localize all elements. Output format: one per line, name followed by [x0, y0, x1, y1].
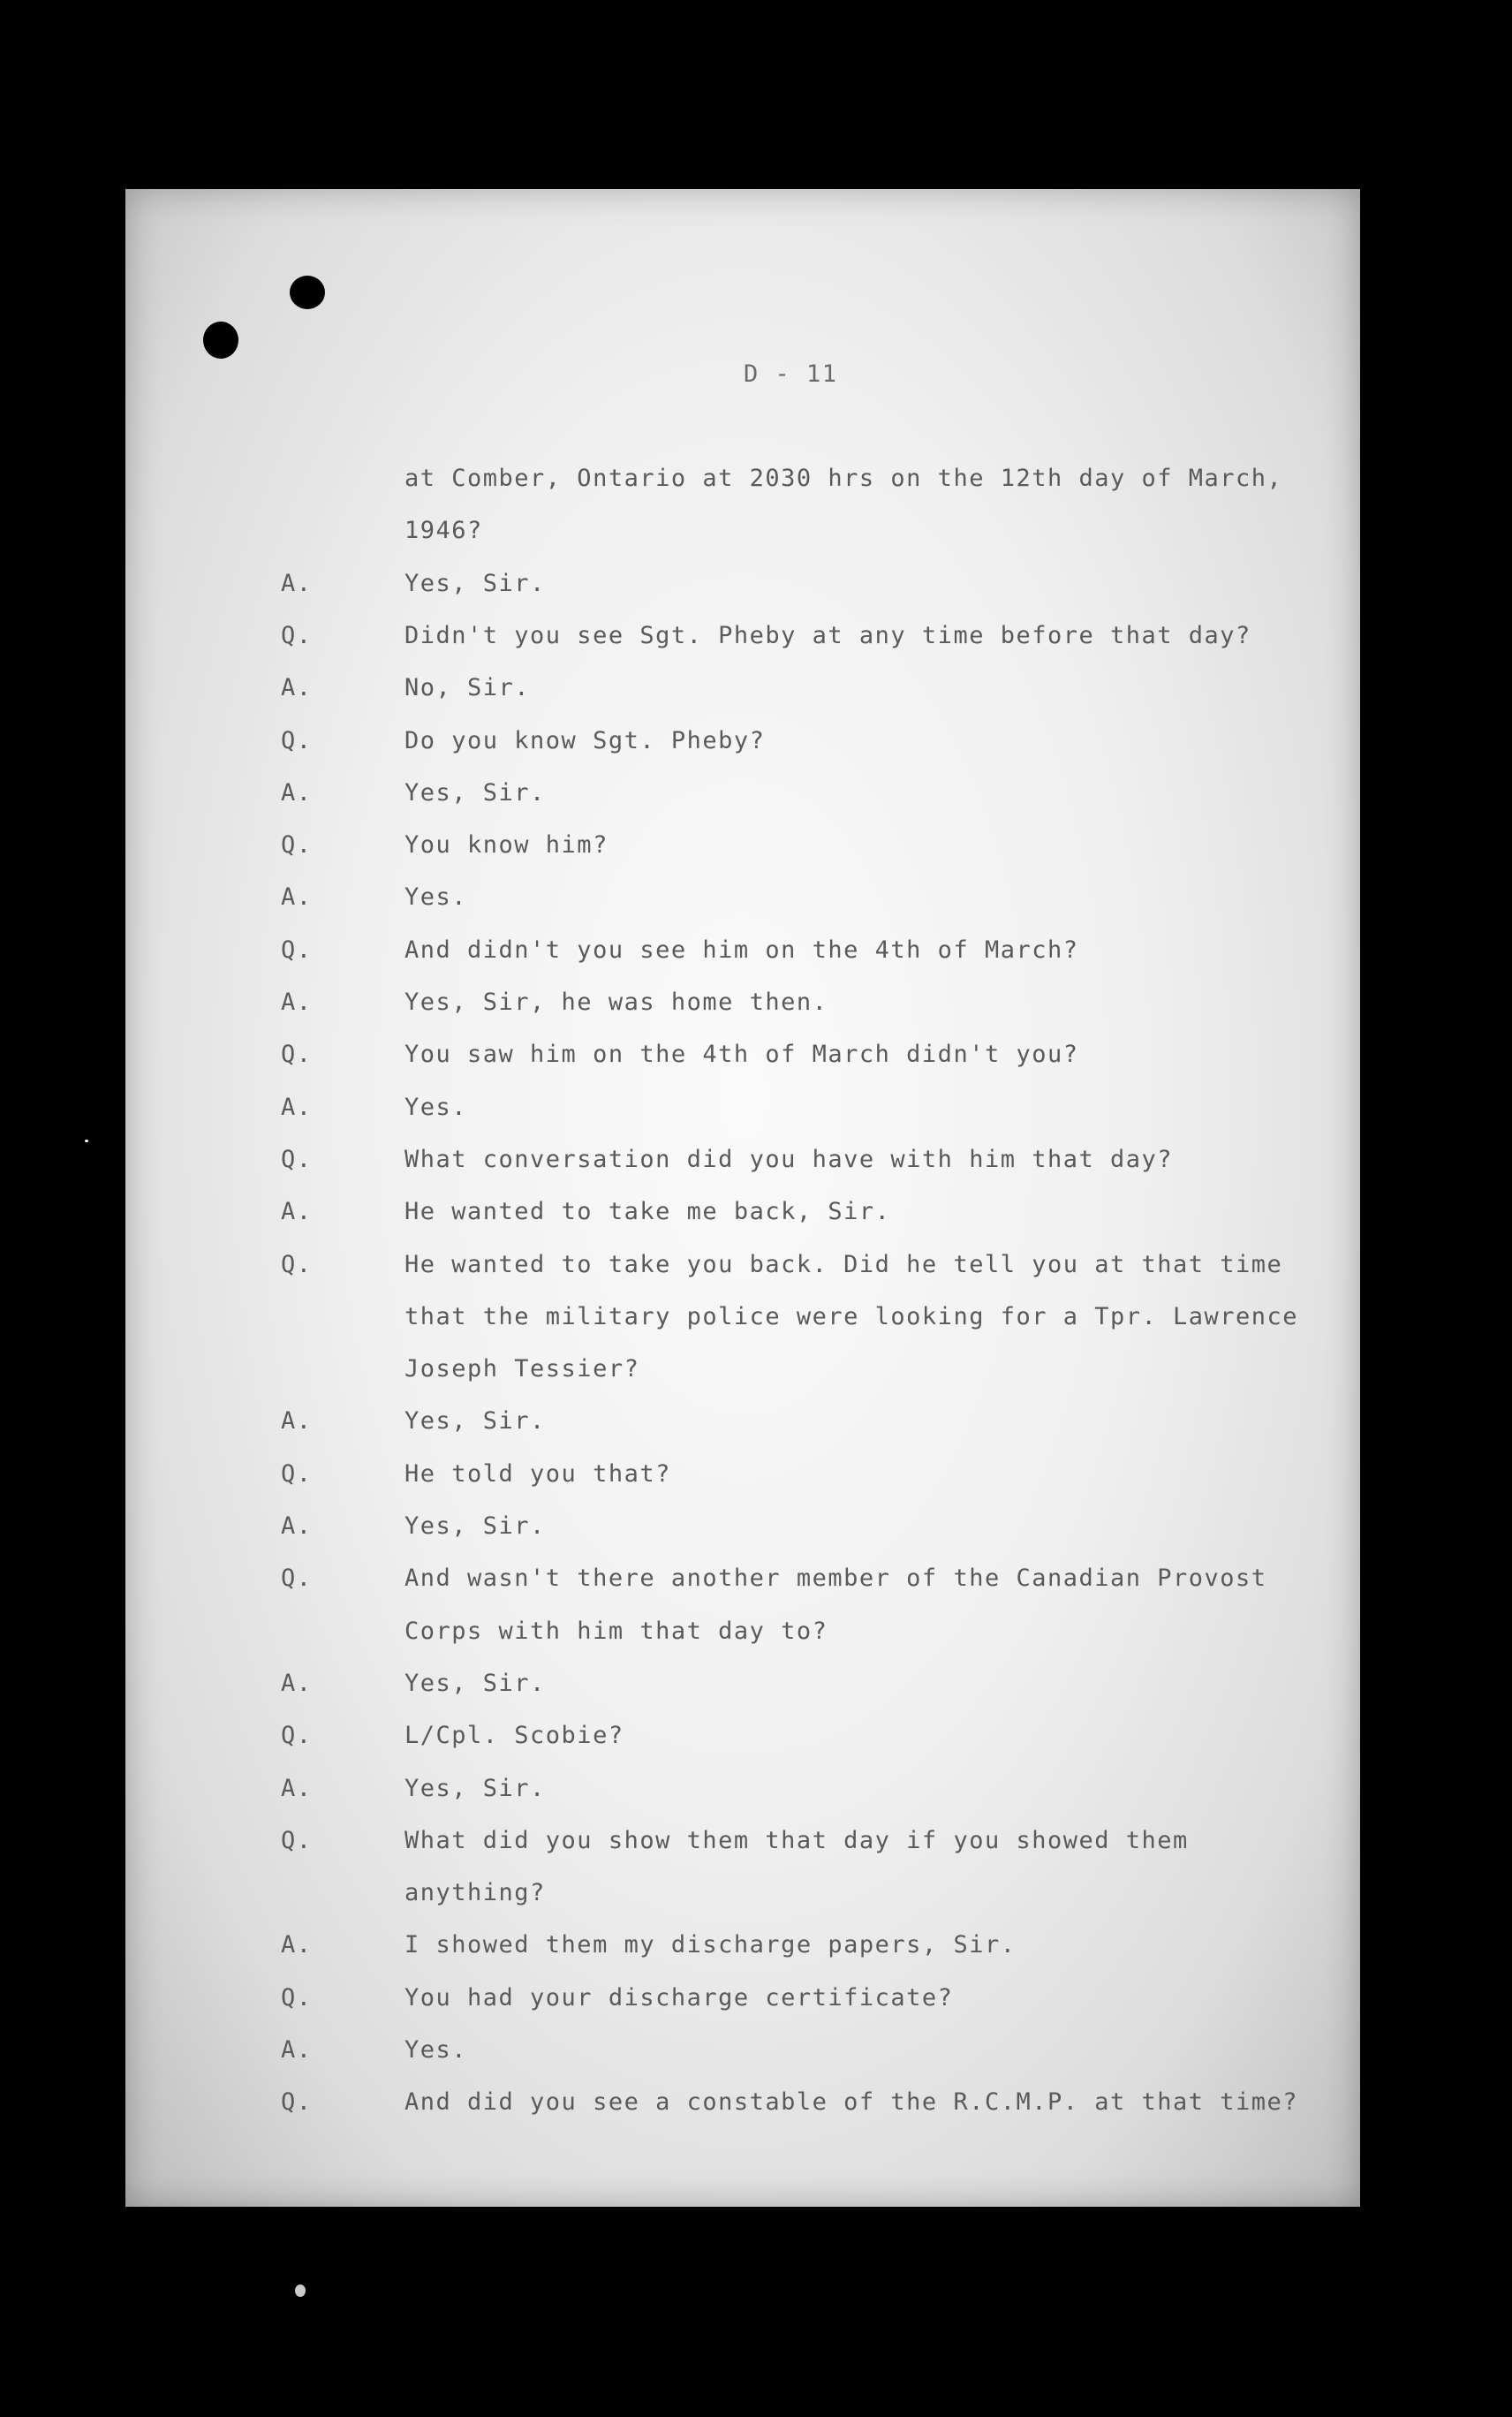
- speaker-label: A.: [281, 883, 313, 911]
- transcript-line: 1946?: [404, 517, 483, 544]
- speaker-label: A.: [281, 1512, 313, 1540]
- speaker-label: A.: [281, 1407, 313, 1435]
- speaker-label: A.: [281, 1670, 313, 1697]
- speaker-label: Q.: [281, 831, 313, 859]
- transcript-line: You know him?: [404, 831, 609, 859]
- speaker-label: Q.: [281, 1827, 313, 1854]
- punch-hole: [290, 276, 325, 309]
- speaker-label: A.: [281, 1931, 313, 1959]
- speaker-label: A.: [281, 2036, 313, 2064]
- transcript-line: Yes, Sir, he was home then.: [404, 989, 828, 1016]
- transcript-line: What conversation did you have with him that day?: [404, 1146, 1174, 1173]
- speaker-label: Q.: [281, 1041, 313, 1068]
- transcript-line: Corps with him that day to?: [404, 1618, 828, 1645]
- transcript-line: You had your discharge certificate?: [404, 1984, 954, 2012]
- speaker-label: Q.: [281, 1460, 313, 1488]
- transcript-line: Yes, Sir.: [404, 1407, 546, 1435]
- speaker-label: Q.: [281, 1251, 313, 1278]
- transcript-line: Yes, Sir.: [404, 1670, 546, 1697]
- transcript-line: What did you show them that day if you showed them: [404, 1827, 1189, 1854]
- transcript-line: He wanted to take you back. Did he tell you at that time: [404, 1251, 1283, 1278]
- scan-speck: [295, 2284, 306, 2297]
- speaker-label: A.: [281, 674, 313, 701]
- speaker-label: A.: [281, 1198, 313, 1225]
- speaker-label: Q.: [281, 622, 313, 649]
- transcript-line: Yes, Sir.: [404, 570, 546, 597]
- scan-speck: [85, 1140, 88, 1142]
- transcript-line: You saw him on the 4th of March didn't you?: [404, 1041, 1079, 1068]
- transcript-line: Yes, Sir.: [404, 779, 546, 807]
- transcript-line: And wasn't there another member of the Canadian Provost: [404, 1565, 1267, 1592]
- transcript-line: that the military police were looking for a Tpr. Lawrence: [404, 1303, 1299, 1330]
- speaker-label: A.: [281, 779, 313, 807]
- speaker-label: Q.: [281, 1146, 313, 1173]
- transcript-line: anything?: [404, 1879, 546, 1906]
- transcript-line: Didn't you see Sgt. Pheby at any time before that day?: [404, 622, 1251, 649]
- transcript-line: Yes.: [404, 1094, 468, 1121]
- transcript-line: And didn't you see him on the 4th of March?: [404, 936, 1079, 964]
- speaker-label: Q.: [281, 2088, 313, 2116]
- speaker-label: Q.: [281, 1565, 313, 1592]
- transcript-line: Yes, Sir.: [404, 1775, 546, 1802]
- transcript-line: Yes.: [404, 883, 468, 911]
- transcript-line: He told you that?: [404, 1460, 671, 1488]
- punch-hole: [203, 322, 238, 359]
- speaker-label: Q.: [281, 936, 313, 964]
- transcript-line: No, Sir.: [404, 674, 531, 701]
- speaker-label: A.: [281, 1094, 313, 1121]
- transcript-line: Yes.: [404, 2036, 468, 2064]
- transcript-line: Joseph Tessier?: [404, 1355, 640, 1383]
- transcript-line: L/Cpl. Scobie?: [404, 1722, 624, 1749]
- speaker-label: Q.: [281, 1984, 313, 2012]
- speaker-label: A.: [281, 1775, 313, 1802]
- page-number: D - 11: [744, 360, 838, 388]
- transcript-line: I showed them my discharge papers, Sir.: [404, 1931, 1017, 1959]
- transcript-line: He wanted to take me back, Sir.: [404, 1198, 891, 1225]
- transcript-line: And did you see a constable of the R.C.M.P. at that time?: [404, 2088, 1299, 2116]
- transcript-line: at Comber, Ontario at 2030 hrs on the 12th day of March,: [404, 465, 1283, 492]
- transcript-line: Yes, Sir.: [404, 1512, 546, 1540]
- speaker-label: A.: [281, 570, 313, 597]
- speaker-label: Q.: [281, 727, 313, 754]
- transcript-line: Do you know Sgt. Pheby?: [404, 727, 766, 754]
- speaker-label: Q.: [281, 1722, 313, 1749]
- speaker-label: A.: [281, 989, 313, 1016]
